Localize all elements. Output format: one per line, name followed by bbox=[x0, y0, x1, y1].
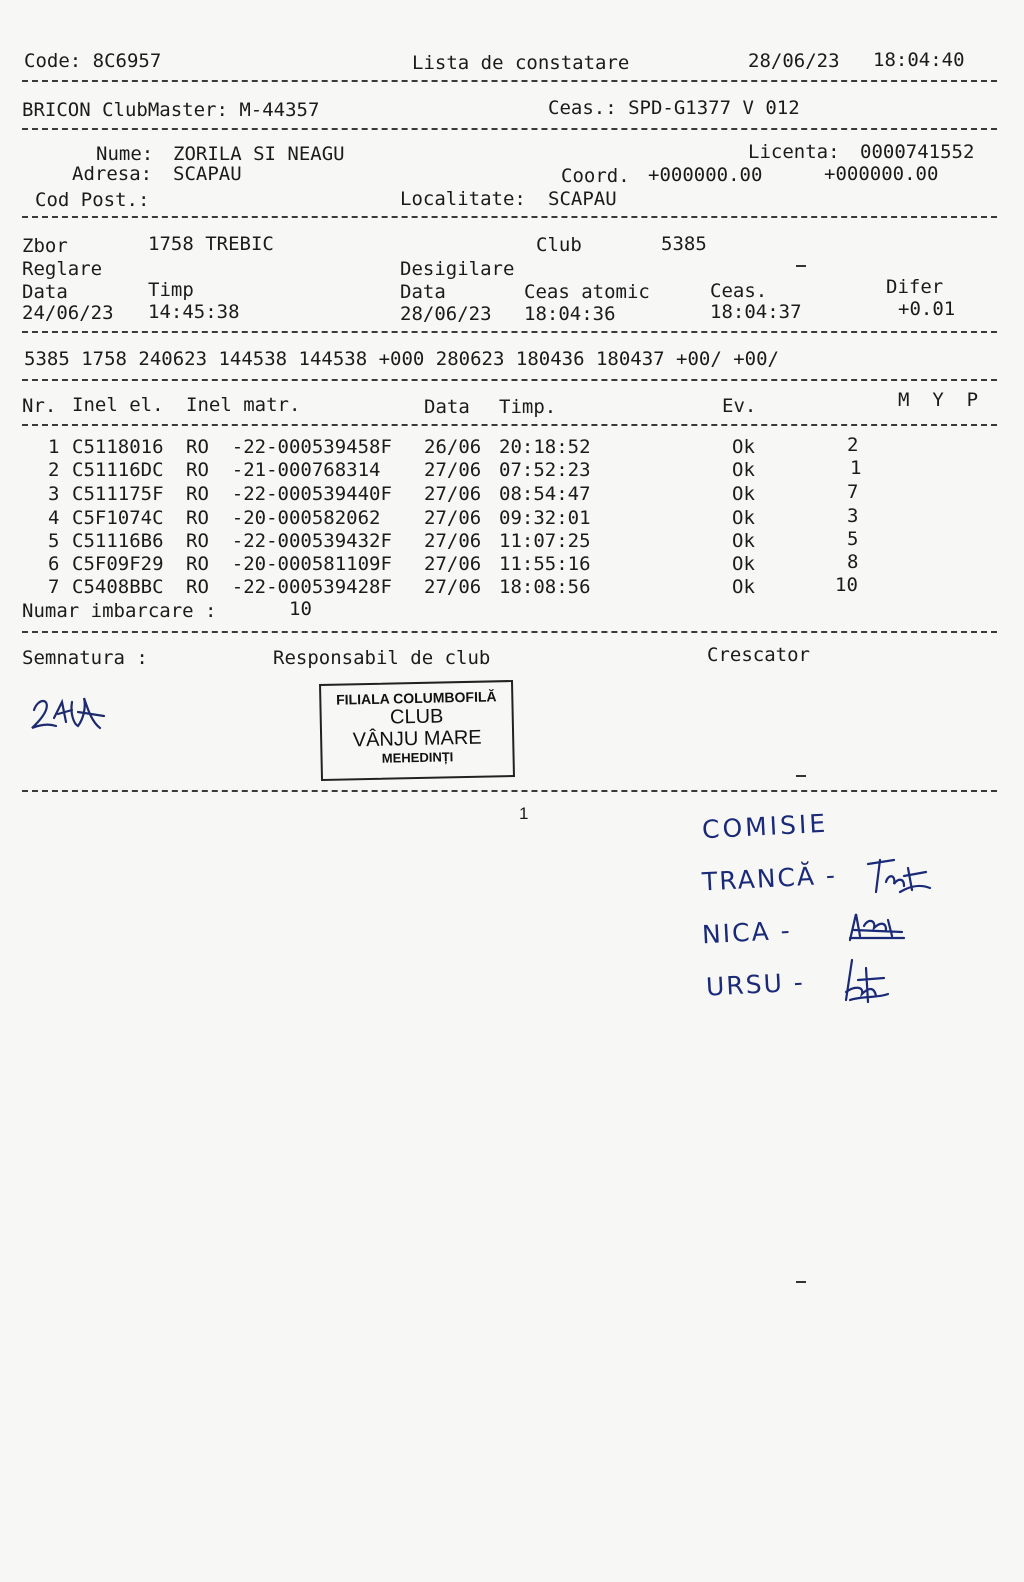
cell-ev: Ok bbox=[732, 436, 755, 458]
cell-inel-matr: RO -21-000768314 bbox=[186, 459, 381, 481]
cell-m: 2 bbox=[847, 434, 859, 456]
reglare-date: 24/06/23 bbox=[22, 302, 114, 324]
cell-data: 27/06 bbox=[424, 483, 482, 505]
header-time: 18:04:40 bbox=[873, 49, 965, 71]
table-row bbox=[0, 576, 1024, 600]
locality-label: Localitate: bbox=[400, 188, 526, 210]
cell-inel-el: C5408BBC bbox=[72, 576, 164, 598]
col-inel-matr: Inel matr. bbox=[186, 394, 301, 416]
cell-ev: Ok bbox=[732, 576, 755, 598]
coord-2: +000000.00 bbox=[824, 163, 939, 185]
cell-nr: 1 bbox=[48, 436, 60, 458]
desig-date-label: Data bbox=[400, 281, 446, 303]
cell-data: 27/06 bbox=[424, 459, 482, 481]
cell-timp: 08:54:47 bbox=[499, 483, 591, 505]
divider bbox=[22, 379, 997, 381]
licence-number: 0000741552 bbox=[860, 141, 975, 163]
col-timp: Timp. bbox=[499, 396, 557, 418]
cell-m: 10 bbox=[835, 574, 858, 596]
cell-inel-matr: RO -20-000581109F bbox=[186, 553, 392, 575]
locality-value: SCAPAU bbox=[548, 188, 617, 210]
cell-timp: 09:32:01 bbox=[499, 507, 591, 529]
reglare-date-label: Data bbox=[22, 281, 68, 303]
flight-code-line: 5385 1758 240623 144538 144538 +000 280623 180436 180437 +00/ +00/ bbox=[24, 348, 779, 370]
cell-inel-matr: RO -20-000582062 bbox=[186, 507, 381, 529]
table-row bbox=[0, 436, 1024, 460]
cell-data: 27/06 bbox=[424, 553, 482, 575]
desig-atomic-time: 18:04:36 bbox=[524, 303, 616, 325]
stamp-line-1: FILIALA COLUMBOFILĂ bbox=[335, 688, 497, 708]
desig-date: 28/06/23 bbox=[400, 303, 492, 325]
divider bbox=[22, 631, 997, 633]
scan-speck bbox=[796, 265, 806, 267]
cell-ev: Ok bbox=[732, 507, 755, 529]
club-stamp bbox=[319, 680, 515, 781]
flight-value: 1758 TREBIC bbox=[148, 233, 274, 255]
commission-member-3: URSU - bbox=[705, 967, 806, 1002]
club-responsible-label: Responsabil de club bbox=[273, 647, 491, 669]
scan-speck bbox=[796, 775, 806, 777]
page-number: 1 bbox=[519, 804, 529, 823]
cell-inel-el: C5F09F29 bbox=[72, 553, 164, 575]
cell-nr: 5 bbox=[48, 530, 60, 552]
desigilare-label: Desigilare bbox=[400, 258, 515, 280]
stamp-line-4: MEHEDINȚI bbox=[381, 749, 454, 766]
cell-nr: 6 bbox=[48, 553, 60, 575]
cell-inel-el: C51116DC bbox=[72, 459, 164, 481]
owner-name: ZORILA SI NEAGU bbox=[173, 143, 345, 165]
cell-m: 1 bbox=[850, 457, 862, 479]
cell-nr: 4 bbox=[48, 507, 60, 529]
divider bbox=[22, 790, 997, 792]
cell-timp: 18:08:56 bbox=[499, 576, 591, 598]
reglare-label: Reglare bbox=[22, 258, 103, 280]
cell-timp: 07:52:23 bbox=[499, 459, 591, 481]
cell-nr: 2 bbox=[48, 459, 60, 481]
cell-inel-matr: RO -22-000539458F bbox=[186, 436, 392, 458]
cell-ev: Ok bbox=[732, 553, 755, 575]
cell-inel-el: C5F1074C bbox=[72, 507, 164, 529]
postcode-label: Cod Post.: bbox=[35, 189, 150, 211]
licence-label: Licenta: bbox=[748, 141, 840, 163]
scan-speck bbox=[796, 1281, 806, 1283]
signature-scribble bbox=[838, 956, 894, 1008]
club-value: 5385 bbox=[661, 233, 707, 255]
cell-timp: 20:18:52 bbox=[499, 436, 591, 458]
table-row bbox=[0, 530, 1024, 554]
col-inel-el: Inel el. bbox=[72, 394, 164, 416]
cell-ev: Ok bbox=[732, 459, 755, 481]
boarding-count-label: Numar imbarcare : bbox=[22, 600, 217, 622]
signature-scribble bbox=[846, 906, 908, 946]
cell-inel-el: C511175F bbox=[72, 483, 164, 505]
desig-clock-time: 18:04:37 bbox=[710, 301, 802, 323]
clock-id: Ceas.: SPD-G1377 V 012 bbox=[548, 97, 800, 119]
divider bbox=[22, 128, 997, 130]
atomic-clock-label: Ceas atomic bbox=[524, 281, 650, 303]
address-value: SCAPAU bbox=[173, 163, 242, 185]
cell-ev: Ok bbox=[732, 530, 755, 552]
divider bbox=[22, 424, 997, 426]
commission-member-1: TRANCĂ - bbox=[701, 860, 838, 897]
header-date: 28/06/23 bbox=[748, 50, 840, 72]
cell-timp: 11:55:16 bbox=[499, 553, 591, 575]
breeder-label: Crescator bbox=[707, 644, 810, 666]
owner-name-label: Nume: bbox=[96, 143, 154, 165]
table-row bbox=[0, 553, 1024, 577]
cell-ev: Ok bbox=[732, 483, 755, 505]
stamp-line-2: CLUB bbox=[389, 705, 444, 729]
table-row bbox=[0, 483, 1024, 507]
stamp-line-3: VÂNJU MARE bbox=[352, 726, 482, 752]
cell-data: 26/06 bbox=[424, 436, 482, 458]
cell-m: 5 bbox=[847, 528, 859, 550]
cell-inel-matr: RO -22-000539432F bbox=[186, 530, 392, 552]
cell-inel-el: C51116B6 bbox=[72, 530, 164, 552]
col-nr: Nr. bbox=[22, 395, 57, 417]
coord-1: +000000.00 bbox=[648, 164, 763, 186]
cell-data: 27/06 bbox=[424, 530, 482, 552]
commission-title: COMISIE bbox=[701, 808, 829, 845]
cell-inel-el: C5118016 bbox=[72, 436, 164, 458]
cell-inel-matr: RO -22-000539440F bbox=[186, 483, 392, 505]
divider bbox=[22, 331, 997, 333]
col-data: Data bbox=[424, 396, 470, 418]
table-row bbox=[0, 459, 1024, 483]
cell-m: 8 bbox=[847, 551, 859, 573]
flight-label: Zbor bbox=[22, 235, 68, 257]
signature-label: Semnatura : bbox=[22, 647, 148, 669]
table-row bbox=[0, 507, 1024, 531]
clubmaster-id: BRICON ClubMaster: M-44357 bbox=[22, 99, 320, 121]
cell-data: 27/06 bbox=[424, 576, 482, 598]
cell-nr: 3 bbox=[48, 483, 60, 505]
difference-value: +0.01 bbox=[898, 298, 956, 320]
document-code: Code: 8C6957 bbox=[24, 50, 162, 72]
cell-nr: 7 bbox=[48, 576, 60, 598]
difference-label: Difer bbox=[886, 276, 944, 298]
reglare-time: 14:45:38 bbox=[148, 301, 240, 323]
col-myp: M Y P bbox=[898, 389, 979, 411]
coord-label: Coord. bbox=[561, 165, 630, 187]
commission-member-2: NICA - bbox=[701, 915, 793, 950]
boarding-count: 10 bbox=[289, 598, 312, 620]
divider bbox=[22, 80, 997, 82]
address-label: Adresa: bbox=[72, 163, 153, 185]
reglare-time-label: Timp bbox=[148, 279, 194, 301]
clock-label: Ceas. bbox=[710, 280, 768, 302]
signature-scribble bbox=[28, 688, 112, 736]
divider bbox=[22, 216, 997, 218]
col-ev: Ev. bbox=[722, 395, 757, 417]
cell-inel-matr: RO -22-000539428F bbox=[186, 576, 392, 598]
club-label: Club bbox=[536, 234, 582, 256]
cell-m: 7 bbox=[847, 481, 859, 503]
cell-data: 27/06 bbox=[424, 507, 482, 529]
cell-m: 3 bbox=[847, 505, 859, 527]
signature-scribble bbox=[864, 852, 934, 898]
document-title: Lista de constatare bbox=[412, 52, 630, 74]
cell-timp: 11:07:25 bbox=[499, 530, 591, 552]
